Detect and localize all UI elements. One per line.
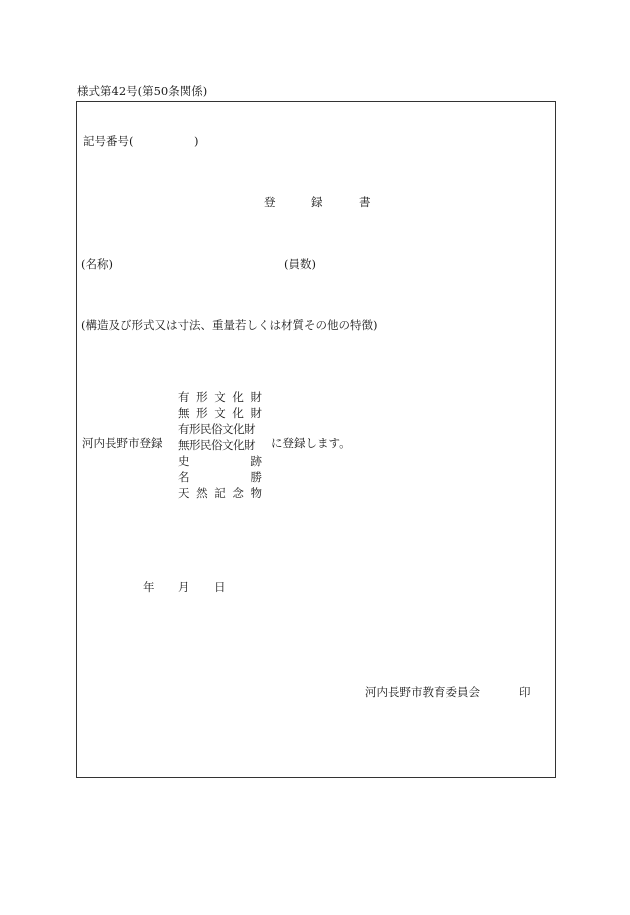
form-label: 様式第42号(第50条関係): [77, 84, 208, 98]
name-field-label: (名称): [81, 257, 113, 271]
date-month: 月: [178, 580, 190, 594]
date-year: 年: [143, 580, 155, 594]
category-item: [178, 405, 262, 421]
category-char: 文: [214, 406, 226, 420]
category-char: 史: [178, 454, 190, 468]
date-day: 日: [214, 580, 226, 594]
document-frame: [76, 101, 556, 778]
category-char: 財: [250, 406, 262, 420]
category-label: 有形民俗文化財: [178, 422, 255, 436]
category-char: 文: [214, 390, 226, 404]
category-char: 有: [178, 390, 190, 404]
registration-prefix: 河内長野市登録: [82, 436, 163, 450]
category-char: 形: [196, 406, 208, 420]
category-char: 然: [196, 486, 208, 500]
category-item: [178, 389, 262, 405]
category-char: 天: [178, 486, 190, 500]
category-item: [178, 453, 262, 469]
category-char: 化: [232, 406, 244, 420]
record-number-close: ): [194, 134, 199, 148]
issuer-name: 河内長野市教育委員会: [365, 685, 480, 699]
category-char: 跡: [250, 454, 262, 468]
category-char: 化: [232, 390, 244, 404]
registration-suffix: に登録します。: [271, 436, 351, 450]
count-field-label: (員数): [284, 257, 316, 271]
category-char: 記: [214, 486, 226, 500]
seal-mark: 印: [519, 685, 531, 699]
category-char: 財: [250, 390, 262, 404]
category-item: [178, 469, 262, 485]
title-char: 登: [264, 195, 276, 209]
category-char: 形: [196, 390, 208, 404]
title-char: 書: [359, 195, 371, 209]
title-char: 録: [311, 195, 323, 209]
category-item: [178, 421, 262, 437]
category-label: 無形民俗文化財: [178, 438, 255, 452]
record-number-label: 記号番号(: [83, 134, 134, 148]
category-item: [178, 485, 262, 501]
category-char: 物: [250, 486, 262, 500]
category-char: 勝: [250, 470, 262, 484]
description-field-label: (構造及び形式又は寸法、重量若しくは材質その他の特徴): [81, 318, 378, 332]
category-char: 無: [178, 406, 190, 420]
category-char: 念: [232, 486, 244, 500]
category-item: [178, 437, 262, 453]
category-char: 名: [178, 470, 190, 484]
